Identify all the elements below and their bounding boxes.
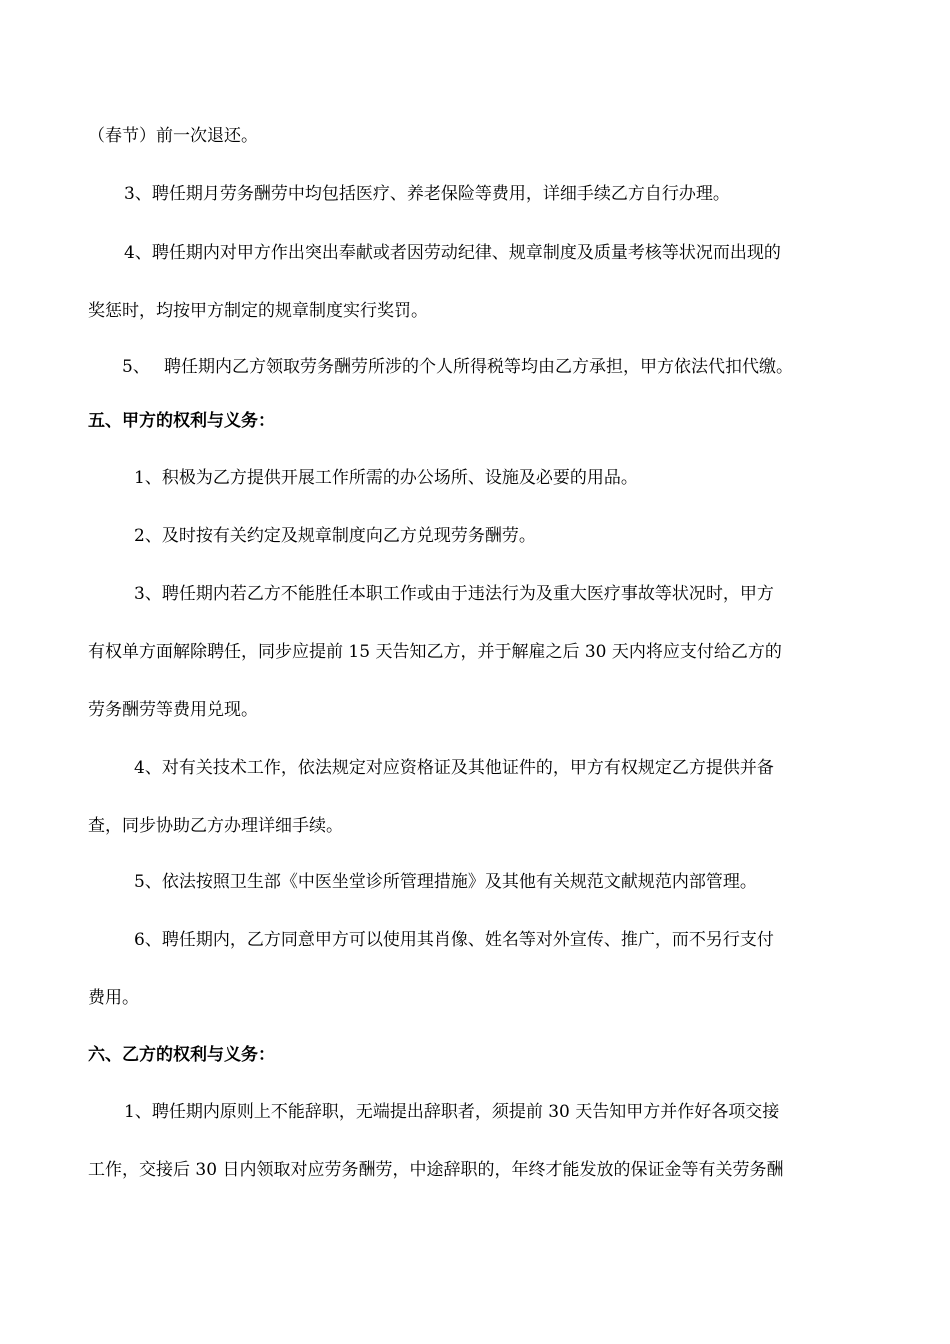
paragraph-line: 1、积极为乙方提供开展工作所需的办公场所、设施及必要的用品。 <box>134 468 638 488</box>
paragraph-line: 3、聘任期月劳务酬劳中均包括医疗、养老保险等费用，详细手续乙方自行办理。 <box>124 184 730 204</box>
paragraph-line: 2、及时按有关约定及规章制度向乙方兑现劳务酬劳。 <box>134 526 536 546</box>
paragraph-line: 工作，交接后 30 日内领取对应劳务酬劳，中途辞职的，年终才能发放的保证金等有关劳务酬 <box>88 1160 784 1180</box>
paragraph-line: 1、聘任期内原则上不能辞职，无端提出辞职者，须提前 30 天告知甲方并作好各项交接 <box>124 1102 780 1122</box>
paragraph-line: 聘任期内乙方领取劳务酬劳所涉的个人所得税等均由乙方承担，甲方依法代扣代缴。 <box>164 357 793 377</box>
section-heading-party-b: 六、乙方的权利与义务： <box>88 1045 275 1065</box>
paragraph-line: 费用。 <box>88 988 139 1008</box>
paragraph-line: 奖惩时，均按甲方制定的规章制度实行奖罚。 <box>88 301 428 321</box>
paragraph-line: 5、依法按照卫生部《中医坐堂诊所管理措施》及其他有关规范文献规范内部管理。 <box>134 872 757 892</box>
paragraph-line: （春节）前一次退还。 <box>88 126 258 146</box>
paragraph-line: 4、对有关技术工作，依法规定对应资格证及其他证件的，甲方有权规定乙方提供并备 <box>134 758 774 778</box>
list-number: 5、 <box>122 357 150 377</box>
paragraph-line: 有权单方面解除聘任，同步应提前 15 天告知乙方，并于解雇之后 30 天内将应支付给乙方的 <box>88 642 782 662</box>
paragraph-line: 4、聘任期内对甲方作出突出奉献或者因劳动纪律、规章制度及质量考核等状况而出现的 <box>124 243 781 263</box>
paragraph-line: 6、聘任期内，乙方同意甲方可以使用其肖像、姓名等对外宣传、推广，而不另行支付 <box>134 930 774 950</box>
paragraph-line: 查，同步协助乙方办理详细手续。 <box>88 816 343 836</box>
paragraph-line: 3、聘任期内若乙方不能胜任本职工作或由于违法行为及重大医疗事故等状况时，甲方 <box>134 584 774 604</box>
section-heading-party-a: 五、甲方的权利与义务： <box>88 411 275 431</box>
paragraph-line: 劳务酬劳等费用兑现。 <box>88 700 258 720</box>
